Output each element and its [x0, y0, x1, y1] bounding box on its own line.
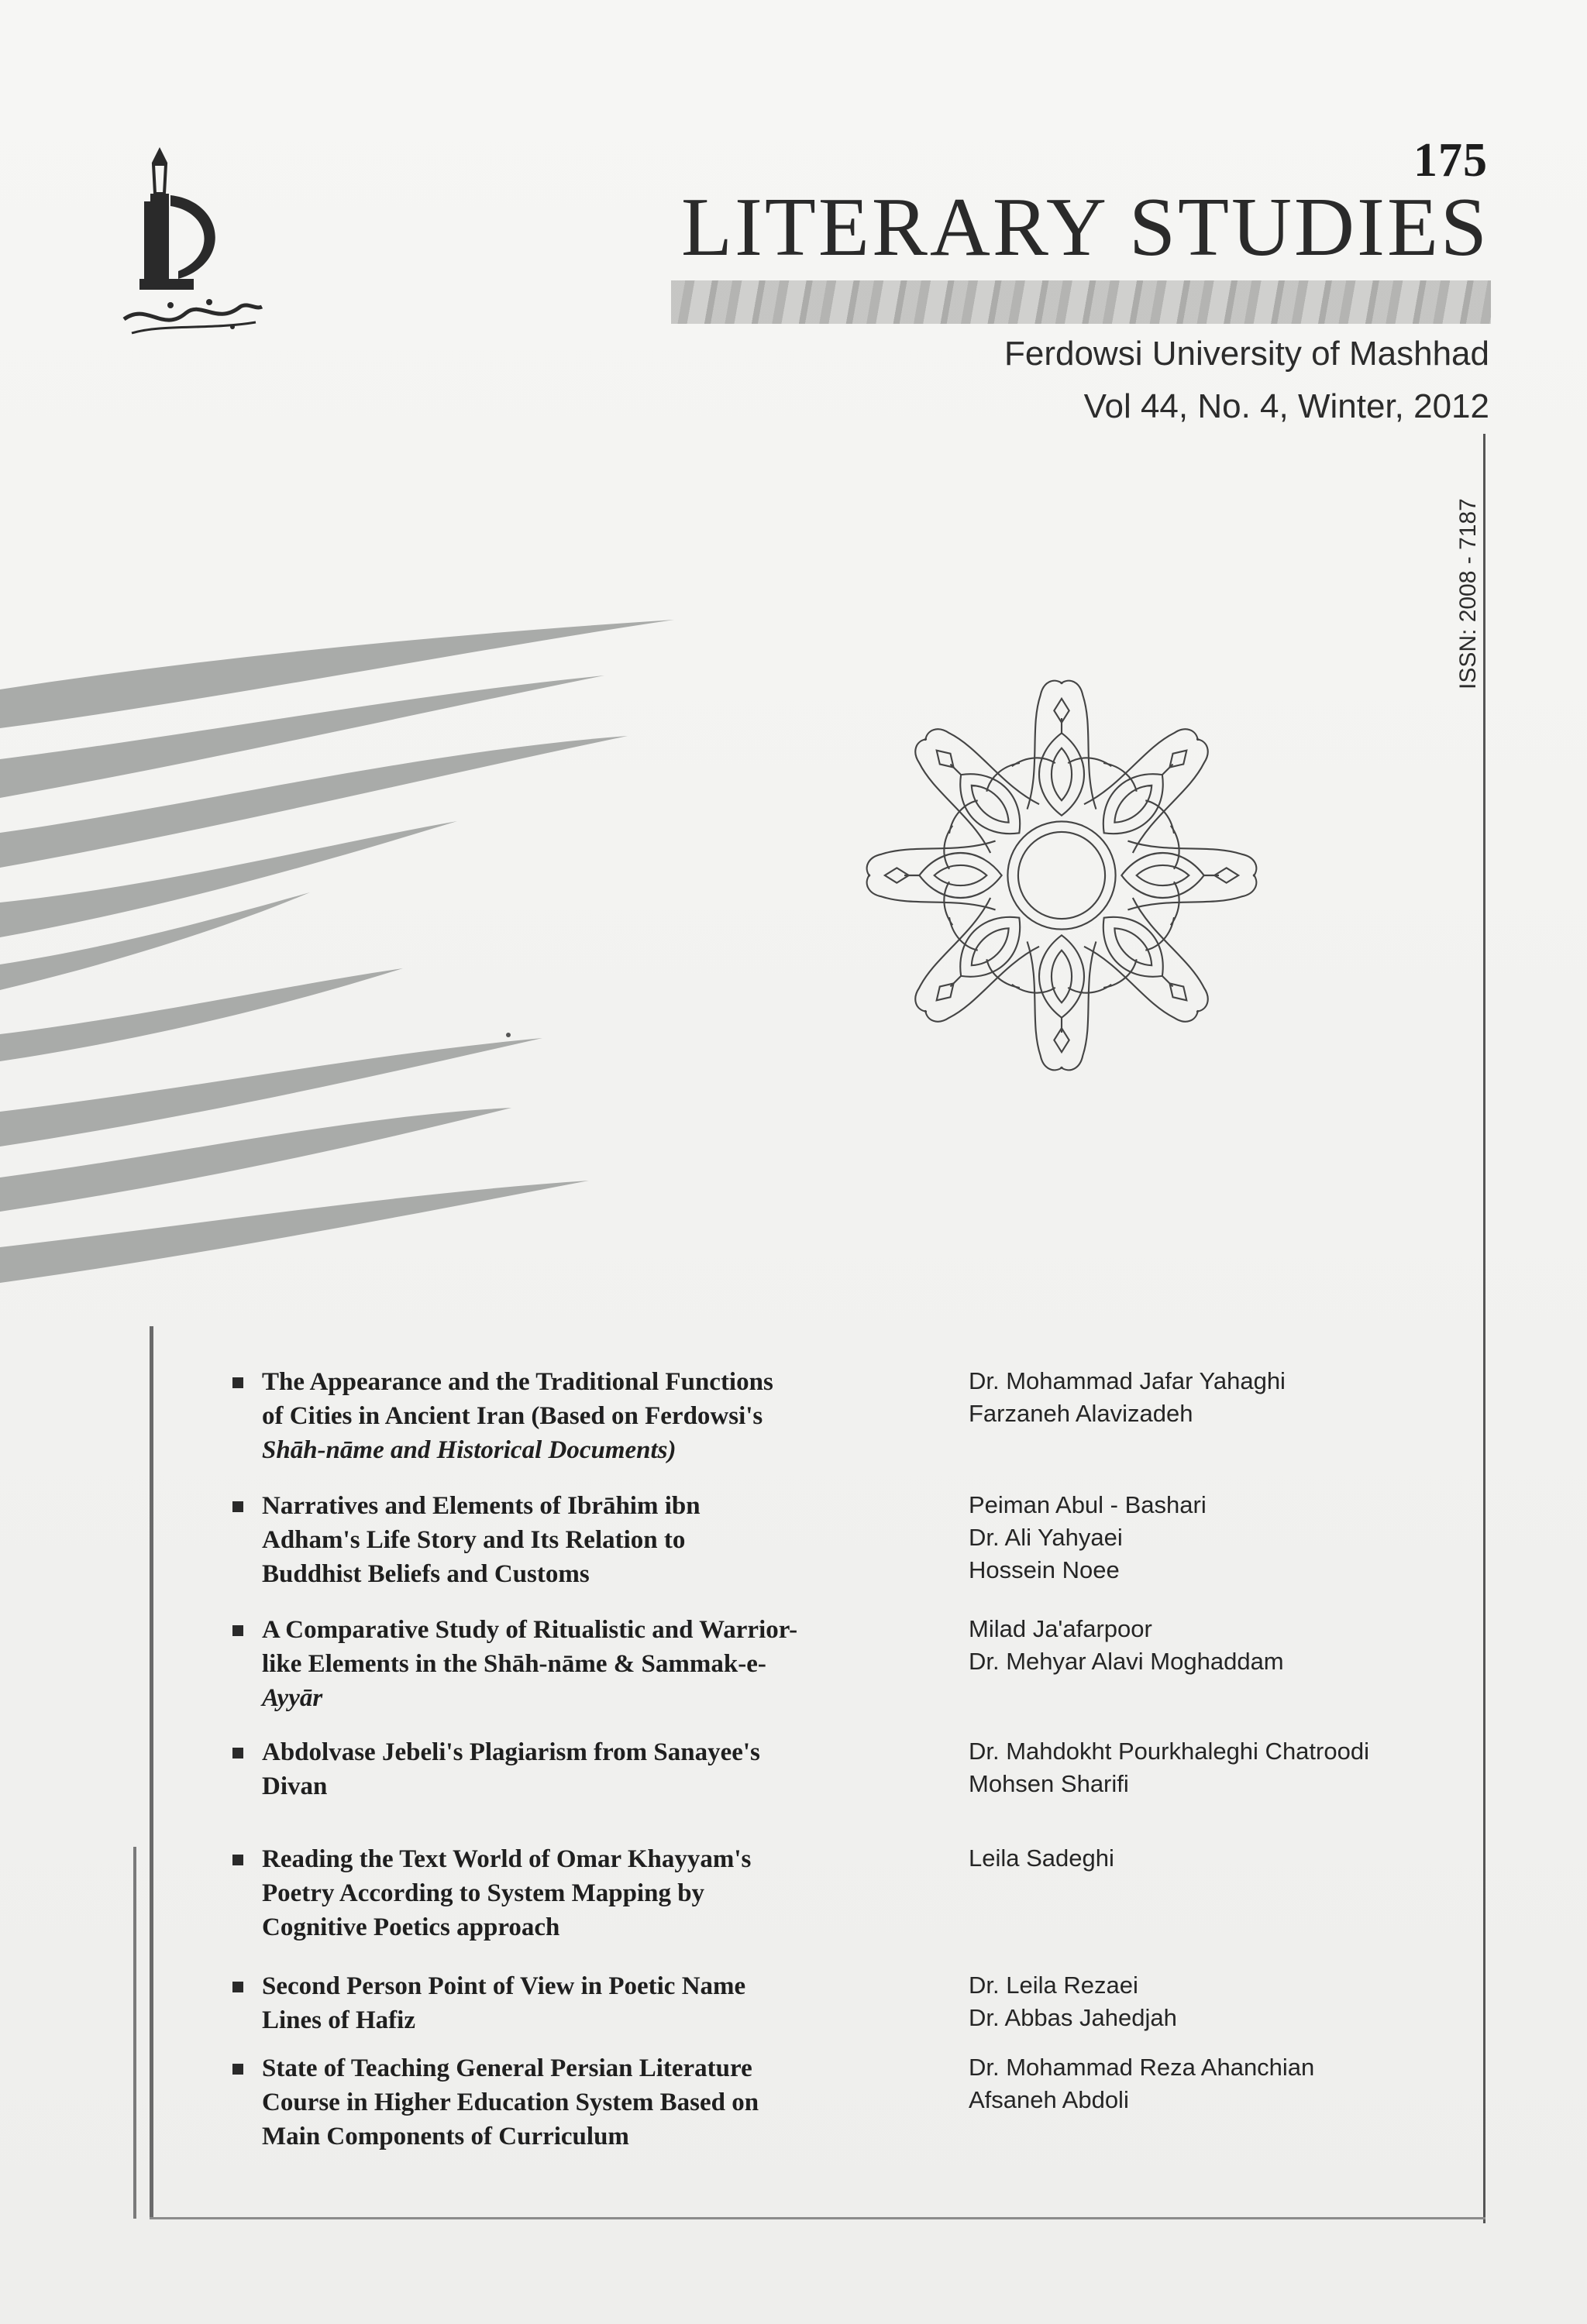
article-title	[262, 1489, 843, 1591]
author-name: Mohsen Sharifi	[969, 1770, 1129, 1797]
article-authors	[969, 2051, 1449, 2116]
title-line: Main Components of Curriculum	[262, 2123, 629, 2150]
title-line: Narratives and Elements of Ibrāhim ibn	[262, 1492, 701, 1520]
author-name: Dr. Mohammad Reza Ahanchian	[969, 2054, 1315, 2081]
contents-bottom-rule	[150, 2217, 1485, 2219]
bullet-icon	[232, 1501, 243, 1512]
title-line: like Elements in the Shāh-nāme & Sammak-e-	[262, 1650, 766, 1678]
bullet-icon	[232, 1377, 243, 1388]
contents-left-rule	[150, 1326, 153, 2217]
title-line: The Appearance and the Traditional Functions	[262, 1368, 773, 1396]
author-name: Dr. Ali Yahyaei	[969, 1524, 1123, 1551]
author-name: Peiman Abul - Bashari	[969, 1491, 1207, 1518]
article-title	[262, 1735, 843, 1803]
article-title	[262, 1365, 843, 1467]
title-line: of Cities in Ancient Iran (Based on Ferdowsi's	[262, 1402, 763, 1430]
title-line: Reading the Text World of Omar Khayyam's	[262, 1845, 752, 1873]
author-name: Dr. Abbas Jahedjah	[969, 2004, 1177, 2031]
issn-number: ISSN: 2008 - 7187	[1455, 498, 1481, 689]
title-line: Ayyār	[262, 1684, 323, 1712]
article-authors	[969, 1365, 1449, 1430]
issue-number: 175	[1413, 134, 1488, 187]
title-line: Course in Higher Education System Based on	[262, 2089, 759, 2116]
volume-info: Vol 44, No. 4, Winter, 2012	[1083, 387, 1489, 425]
bullet-icon	[232, 1748, 243, 1758]
title-line: A Comparative Study of Ritualistic and Warrior-	[262, 1616, 798, 1644]
article-title	[262, 1613, 843, 1715]
bullet-icon	[232, 1982, 243, 1992]
wing-decoration-icon	[0, 604, 697, 1286]
title-line: Buddhist Beliefs and Customs	[262, 1560, 590, 1588]
article-title	[262, 2051, 843, 2154]
author-name: Hossein Noee	[969, 1556, 1120, 1583]
author-name: Dr. Leila Rezaei	[969, 1972, 1138, 1999]
contents-secondary-rule	[133, 1847, 136, 2219]
author-name: Dr. Mehyar Alavi Moghaddam	[969, 1648, 1284, 1675]
title-line: Adham's Life Story and Its Relation to	[262, 1526, 686, 1554]
bullet-icon	[232, 1625, 243, 1636]
right-vertical-rule	[1483, 434, 1485, 2223]
university-name: Ferdowsi University of Mashhad	[1003, 335, 1489, 373]
title-line: State of Teaching General Persian Literature	[262, 2054, 752, 2082]
article-authors	[969, 1969, 1449, 2034]
issn-block	[1449, 434, 1496, 689]
article-authors	[969, 1735, 1449, 1800]
title-line: Abdolvase Jebeli's Plagiarism from Sanayee's	[262, 1738, 760, 1766]
journal-title: LITERARY STUDIES	[681, 181, 1489, 273]
article-authors	[969, 1613, 1449, 1678]
author-name: Dr. Mahdokht Pourkhaleghi Chatroodi	[969, 1738, 1369, 1765]
rosette-ornament-icon	[837, 643, 1286, 1108]
author-name: Farzaneh Alavizadeh	[969, 1400, 1193, 1427]
bullet-icon	[232, 2064, 243, 2075]
title-line: Divan	[262, 1772, 328, 1800]
title-line: Second Person Point of View in Poetic Name	[262, 1972, 746, 2000]
author-name: Dr. Mohammad Jafar Yahaghi	[969, 1367, 1286, 1394]
bullet-icon	[232, 1855, 243, 1865]
title-line: Shāh-nāme and Historical Documents)	[262, 1436, 676, 1464]
title-line: Cognitive Poetics approach	[262, 1913, 560, 1941]
title-line: Poetry According to System Mapping by	[262, 1879, 705, 1907]
article-title	[262, 1969, 843, 2037]
author-name: Afsaneh Abdoli	[969, 2086, 1129, 2113]
title-texture-strip	[671, 280, 1491, 324]
article-title	[262, 1842, 843, 1944]
title-line: Lines of Hafiz	[262, 2006, 415, 2034]
article-authors	[969, 1842, 1449, 1875]
author-name: Leila Sadeghi	[969, 1844, 1114, 1872]
university-logo-icon	[116, 147, 271, 349]
author-name: Milad Ja'afarpoor	[969, 1615, 1152, 1642]
article-authors	[969, 1489, 1449, 1587]
